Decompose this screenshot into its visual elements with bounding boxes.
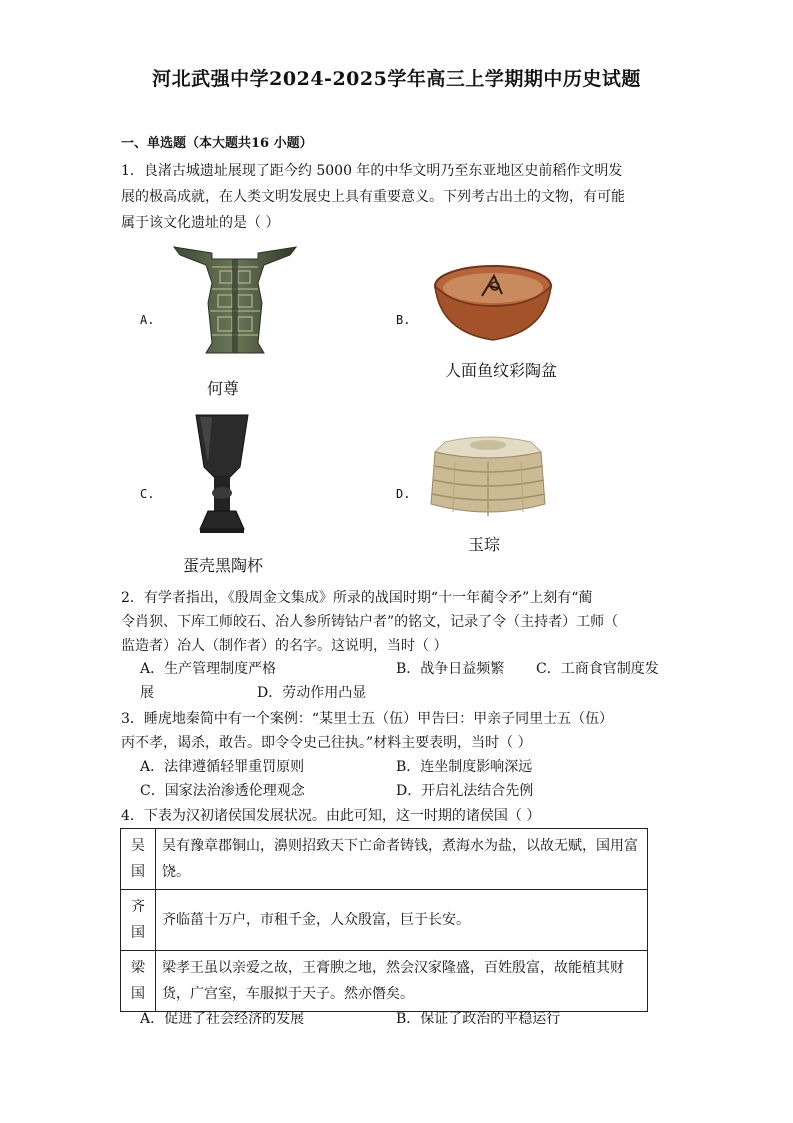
q1-option-b-letter: B. — [396, 313, 411, 327]
state-name-cell: 吴 国 — [121, 829, 156, 890]
q4-line-1: 4．下表为汉初诸侯国发展状况。由此可知，这一时期的诸侯国（ ） — [121, 808, 541, 824]
q1-option-a-letter: A. — [140, 313, 155, 327]
q1-option-b-caption: 人面鱼纹彩陶盆 — [445, 361, 558, 380]
section-heading: 一、单选题（本大题共16 小题） — [121, 136, 313, 151]
q3-line-2: 丙不孝，谒杀，敢告。即令令史己往执。”材料主要表明，当时（ ） — [121, 735, 532, 751]
q3-option-c[interactable]: C．国家法治渗透伦理观念 — [140, 783, 305, 799]
black-pottery-cup-icon — [190, 413, 254, 535]
q1-option-d-caption: 玉琮 — [468, 535, 501, 554]
state-description-cell: 梁孝王虽以亲爱之故，王膏腴之地，然会汉家隆盛，百姓殷富，故能植其财货，广宫室，车服拟于天子。然亦僭矣。 — [156, 951, 648, 1012]
q1-line-1: 1．良渚古城遗址展现了距今约 5000 年的中华文明乃至东亚地区史前稻作文明发 — [121, 163, 623, 179]
state-description-cell: 齐临菑十万户，市租千金，人众殷富，巨于长安。 — [156, 890, 648, 951]
q2-line-1: 2．有学者指出，《殷周金文集成》所录的战国时期“十一年蔺令矛”上刻有“蔺 — [121, 590, 593, 606]
q4-option-a[interactable]: A．促进了社会经济的发展 — [140, 1011, 305, 1027]
q2-option-c[interactable]: C．工商食官制度发 — [536, 661, 659, 677]
vassal-states-table — [120, 828, 648, 1012]
state-name-cell: 齐 国 — [121, 890, 156, 951]
q3-line-1: 3．睡虎地秦简中有一个案例：“某里士五（伍）甲告曰：甲亲子同里士五（伍） — [121, 711, 614, 727]
q3-option-a[interactable]: A．法律遵循轻罪重罚原则 — [140, 759, 305, 775]
q2-option-b[interactable]: B．战争日益频繁 — [396, 661, 505, 677]
jade-cong-icon — [425, 432, 551, 520]
q3-option-b[interactable]: B．连坐制度影响深远 — [396, 759, 533, 775]
table-row — [121, 890, 648, 951]
q2-option-d[interactable]: D．劳动作用凸显 — [257, 685, 367, 701]
q1-option-c-letter: C. — [140, 487, 155, 501]
q3-option-d[interactable]: D．开启礼法结合先例 — [396, 783, 534, 799]
state-description-cell: 吴有豫章郡铜山，濞则招致天下亡命者铸钱，煮海水为盐，以故无赋，国用富饶。 — [156, 829, 648, 890]
q4-option-b[interactable]: B．保证了政治的平稳运行 — [396, 1011, 561, 1027]
q2-line-2: 令肖狈、下库工师皎石、冶人参所铸钴户者”的铭文，记录了令（主持者）工师（ — [121, 614, 619, 630]
q1-line-2: 展的极高成就，在人类文明发展史上具有重要意义。下列考古出土的文物，有可能 — [121, 189, 625, 205]
table-row — [121, 829, 648, 890]
q2-option-a[interactable]: A．生产管理制度严格 — [140, 661, 277, 677]
q1-option-d-letter: D. — [396, 487, 411, 501]
q1-option-c-caption: 蛋壳黑陶杯 — [183, 556, 264, 575]
table-row — [121, 951, 648, 1012]
exam-title: 河北武强中学2024-2025学年高三上学期期中历史试题 — [152, 68, 641, 90]
q2-option-c-continuation: 展 — [140, 685, 154, 701]
q1-line-3: 属于该文化遗址的是（ ） — [121, 215, 280, 231]
q2-line-3: 监造者）冶人（制作者）的名字。这说明，当时（ ） — [121, 638, 448, 654]
bronze-zun-vessel-icon — [172, 243, 298, 357]
q1-option-a-caption: 何尊 — [207, 379, 240, 398]
state-name-cell: 梁 国 — [121, 951, 156, 1012]
painted-pottery-basin-icon — [432, 262, 554, 344]
